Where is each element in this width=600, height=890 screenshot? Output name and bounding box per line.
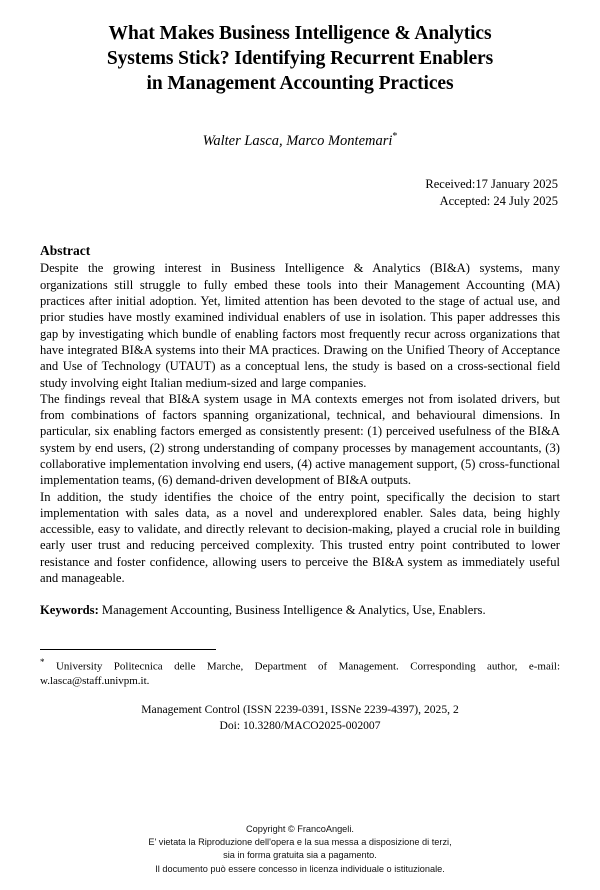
abstract-paragraph: The findings reveal that BI&A system usage in MA contexts emerges not from isolated drivers, but from combinations of factors spanning organizational, technical, and behavioural dimensions. In particular, six enabling factors emerged as consistently present: (1) perceived usefulness of the BI&A system by end users, (2) strong understanding of company processes by management accountants, (3) collaborative implementation involving end users, (4) active management support, (5) cross-functional implementation teams, (6) demand-driven development of BI&A outputs.	[40, 391, 560, 488]
keywords-text: Management Accounting, Business Intelligence & Analytics, Use, Enablers.	[101, 603, 486, 618]
keywords-label: Keywords:	[40, 603, 99, 618]
title-line-2: Systems Stick? Identifying Recurrent Enablers	[106, 47, 494, 69]
copyright-line-1: Copyright © FrancoAngeli.	[246, 823, 354, 834]
journal-doi: Doi: 10.3280/MACO2025-002007	[219, 719, 381, 733]
keywords	[40, 602, 560, 618]
author-names: Walter Lasca, Marco Montemari	[202, 132, 393, 149]
abstract-heading: Abstract	[40, 243, 91, 259]
accepted-date: Accepted: 24 July 2025	[439, 193, 558, 208]
journal-reference	[40, 702, 560, 733]
received-date: Received:17 January 2025	[425, 176, 558, 191]
footnote-text: University Politecnica delle Marche, Department of Management. Corresponding author, e-mail: w.lasca@staff.univpm.it.	[40, 660, 561, 687]
submission-dates	[40, 176, 558, 210]
title-line-3: in Management Accounting Practices	[146, 72, 454, 94]
copyright-line-3: sia in forma gratuita sia a pagamento.	[223, 850, 377, 861]
journal-citation: Management Control (ISSN 2239-0391, ISSNe 2239-4397), 2025, 2	[141, 703, 459, 717]
footnote-marker: *	[40, 656, 45, 667]
page-title	[46, 22, 554, 97]
copyright-line-2: E' vietata la Riproduzione dell'opera e la sua messa a disposizione di terzi,	[148, 836, 452, 847]
copyright-notice	[0, 823, 600, 876]
copyright-line-4: Il documento può essere concesso in licenza individuale o istituzionale.	[155, 863, 445, 874]
author-footnote-marker: *	[392, 130, 398, 142]
footnote-divider	[40, 649, 216, 650]
abstract-paragraph: Despite the growing interest in Business Intelligence & Analytics (BI&A) systems, many organizations still struggle to fully embed these tools into their Management Accounting (MA) practices after initial adoption. Yet, limited attention has been devoted to the stage of actual use, and prior studies have mostly examined individual enablers of use in isolation. This paper addresses this gap by investigating which bundle of enabling factors most frequently recur across organizations that have integrated BI&A systems into their MA practices. Drawing on the Unified Theory of Acceptance and Use of Technology (UTAUT) as a conceptual lens, the study is based on a cross-sectional field study involving eight Italian medium-sized and large companies.	[40, 261, 560, 390]
abstract-paragraph: In addition, the study identifies the choice of the entry point, specifically the decision to start implementation with sales data, as a novel and underexplored enabler. Sales data, being highly accessible, easy to validate, and directly relevant to decision-making, played a crucial role in building early user trust and reducing perceived complexity. This trusted entry point contributed to lower resistance and foster confidence, allowing users to perceive the BI&A system as immediately useful and manageable.	[40, 489, 560, 586]
author-list	[40, 131, 560, 150]
title-line-1: What Makes Business Intelligence & Analytics	[108, 23, 492, 44]
affiliation-footnote	[40, 657, 560, 689]
